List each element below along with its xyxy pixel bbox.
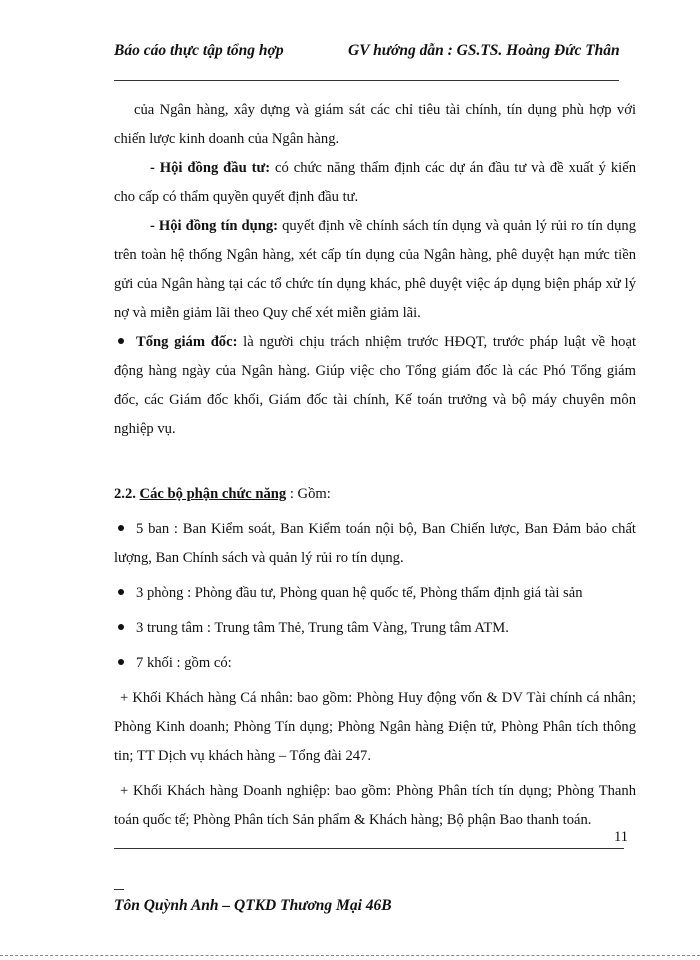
list-item-text: 3 trung tâm : Trung tâm Thẻ, Trung tâm Vàng, Trung tâm ATM. <box>136 620 509 636</box>
section-suffix: : Gồm: <box>286 486 331 502</box>
paragraph-individual-customers: + Khối Khách hàng Cá nhân: bao gồm: Phòng Huy động vốn & DV Tài chính cá nhân; Phòng Kinh doanh; Phòng Tín dụng; Phòng Ngân hàng Điện tử, Phòng Phân tích thông tin; TT Dịch vụ khách hàng – Tổng đài 247. <box>114 690 636 764</box>
paragraph-general-director <box>114 328 636 444</box>
list-item-text: 3 phòng : Phòng đầu tư, Phòng quan hệ quốc tế, Phòng thẩm định giá tài sản <box>136 585 583 601</box>
header-advisor: GV hướng dẫn : GS.TS. Hoàng Đức Thân <box>348 42 620 59</box>
list-item-departments <box>114 579 636 608</box>
investment-council-heading: - Hội đồng đầu tư: <box>150 160 271 176</box>
paragraph-credit-council <box>114 212 636 328</box>
credit-council-text: quyết định về chính sách tín dụng và quản lý rủi ro tín dụng trên toàn hệ thống Ngân hàng, xét cấp tín dụng của Ngân hàng, phê duyệt hạn mức tiền gửi của Ngân hàng tại các tổ chức tín dụng khác, phê duyệt việc áp dụng biện pháp xử lý nợ và miễn giảm lãi theo Quy chế xét miễn giảm lãi. <box>114 218 636 321</box>
page-body <box>114 96 636 835</box>
general-director-heading: Tổng giám đốc: <box>136 334 238 350</box>
page-number: 11 <box>614 829 629 845</box>
header-report-title: Báo cáo thực tập tổng hợp <box>114 42 284 59</box>
section-number: 2.2. <box>114 486 136 502</box>
page-bottom-edge <box>0 955 700 956</box>
bullet-icon <box>118 589 124 595</box>
bullet-icon <box>118 338 124 344</box>
footer-rule <box>114 848 624 849</box>
list-item-text: 5 ban : Ban Kiểm soát, Ban Kiểm toán nội bộ, Ban Chiến lược, Ban Đảm bảo chất lượng, Ban Chính sách và quản lý rủi ro tín dụng. <box>114 521 636 566</box>
credit-council-heading: - Hội đồng tín dụng: <box>150 218 279 234</box>
page-header <box>114 42 624 68</box>
bullet-icon <box>118 659 124 665</box>
investment-council-text: có chức năng thẩm định các dự án đầu tư và đề xuất ý kiến cho cấp có thẩm quyền quyết định đầu tư. <box>114 160 636 205</box>
general-director-text: là người chịu trách nhiệm trước HĐQT, trước pháp luật về hoạt động hàng ngày của Ngân hàng. Giúp việc cho Tổng giám đốc là các Phó Tổng giám đốc, các Giám đốc khối, Giám đốc tài chính, Kế toán trưởng và bộ máy chuyên môn nghiệp vụ. <box>114 334 636 437</box>
section-heading <box>114 480 636 509</box>
paragraph-corporate-customers: + Khối Khách hàng Doanh nghiệp: bao gồm: Phòng Phân tích tín dụng; Phòng Thanh toán quốc tế; Phòng Phân tích Sản phẩm & Khách hàng; Bộ phận Bao thanh toán. <box>114 783 636 828</box>
bullet-icon <box>118 624 124 630</box>
list-item-text: 7 khối : gồm có: <box>136 655 232 671</box>
paragraph-board-continued: của Ngân hàng, xây dựng và giám sát các chỉ tiêu tài chính, tín dụng phù hợp với chiến lược kinh doanh của Ngân hàng. <box>114 102 636 147</box>
page-footer: Tôn Quỳnh Anh – QTKD Thương Mại 46B <box>114 897 392 914</box>
paragraph-investment-council <box>114 154 636 212</box>
footer-tick <box>114 889 124 890</box>
bullet-icon <box>118 525 124 531</box>
list-item-boards <box>114 515 636 573</box>
section-title: Các bộ phận chức năng <box>139 486 287 502</box>
list-item-divisions <box>114 649 636 678</box>
list-item-centers <box>114 614 636 643</box>
header-rule <box>114 80 619 81</box>
